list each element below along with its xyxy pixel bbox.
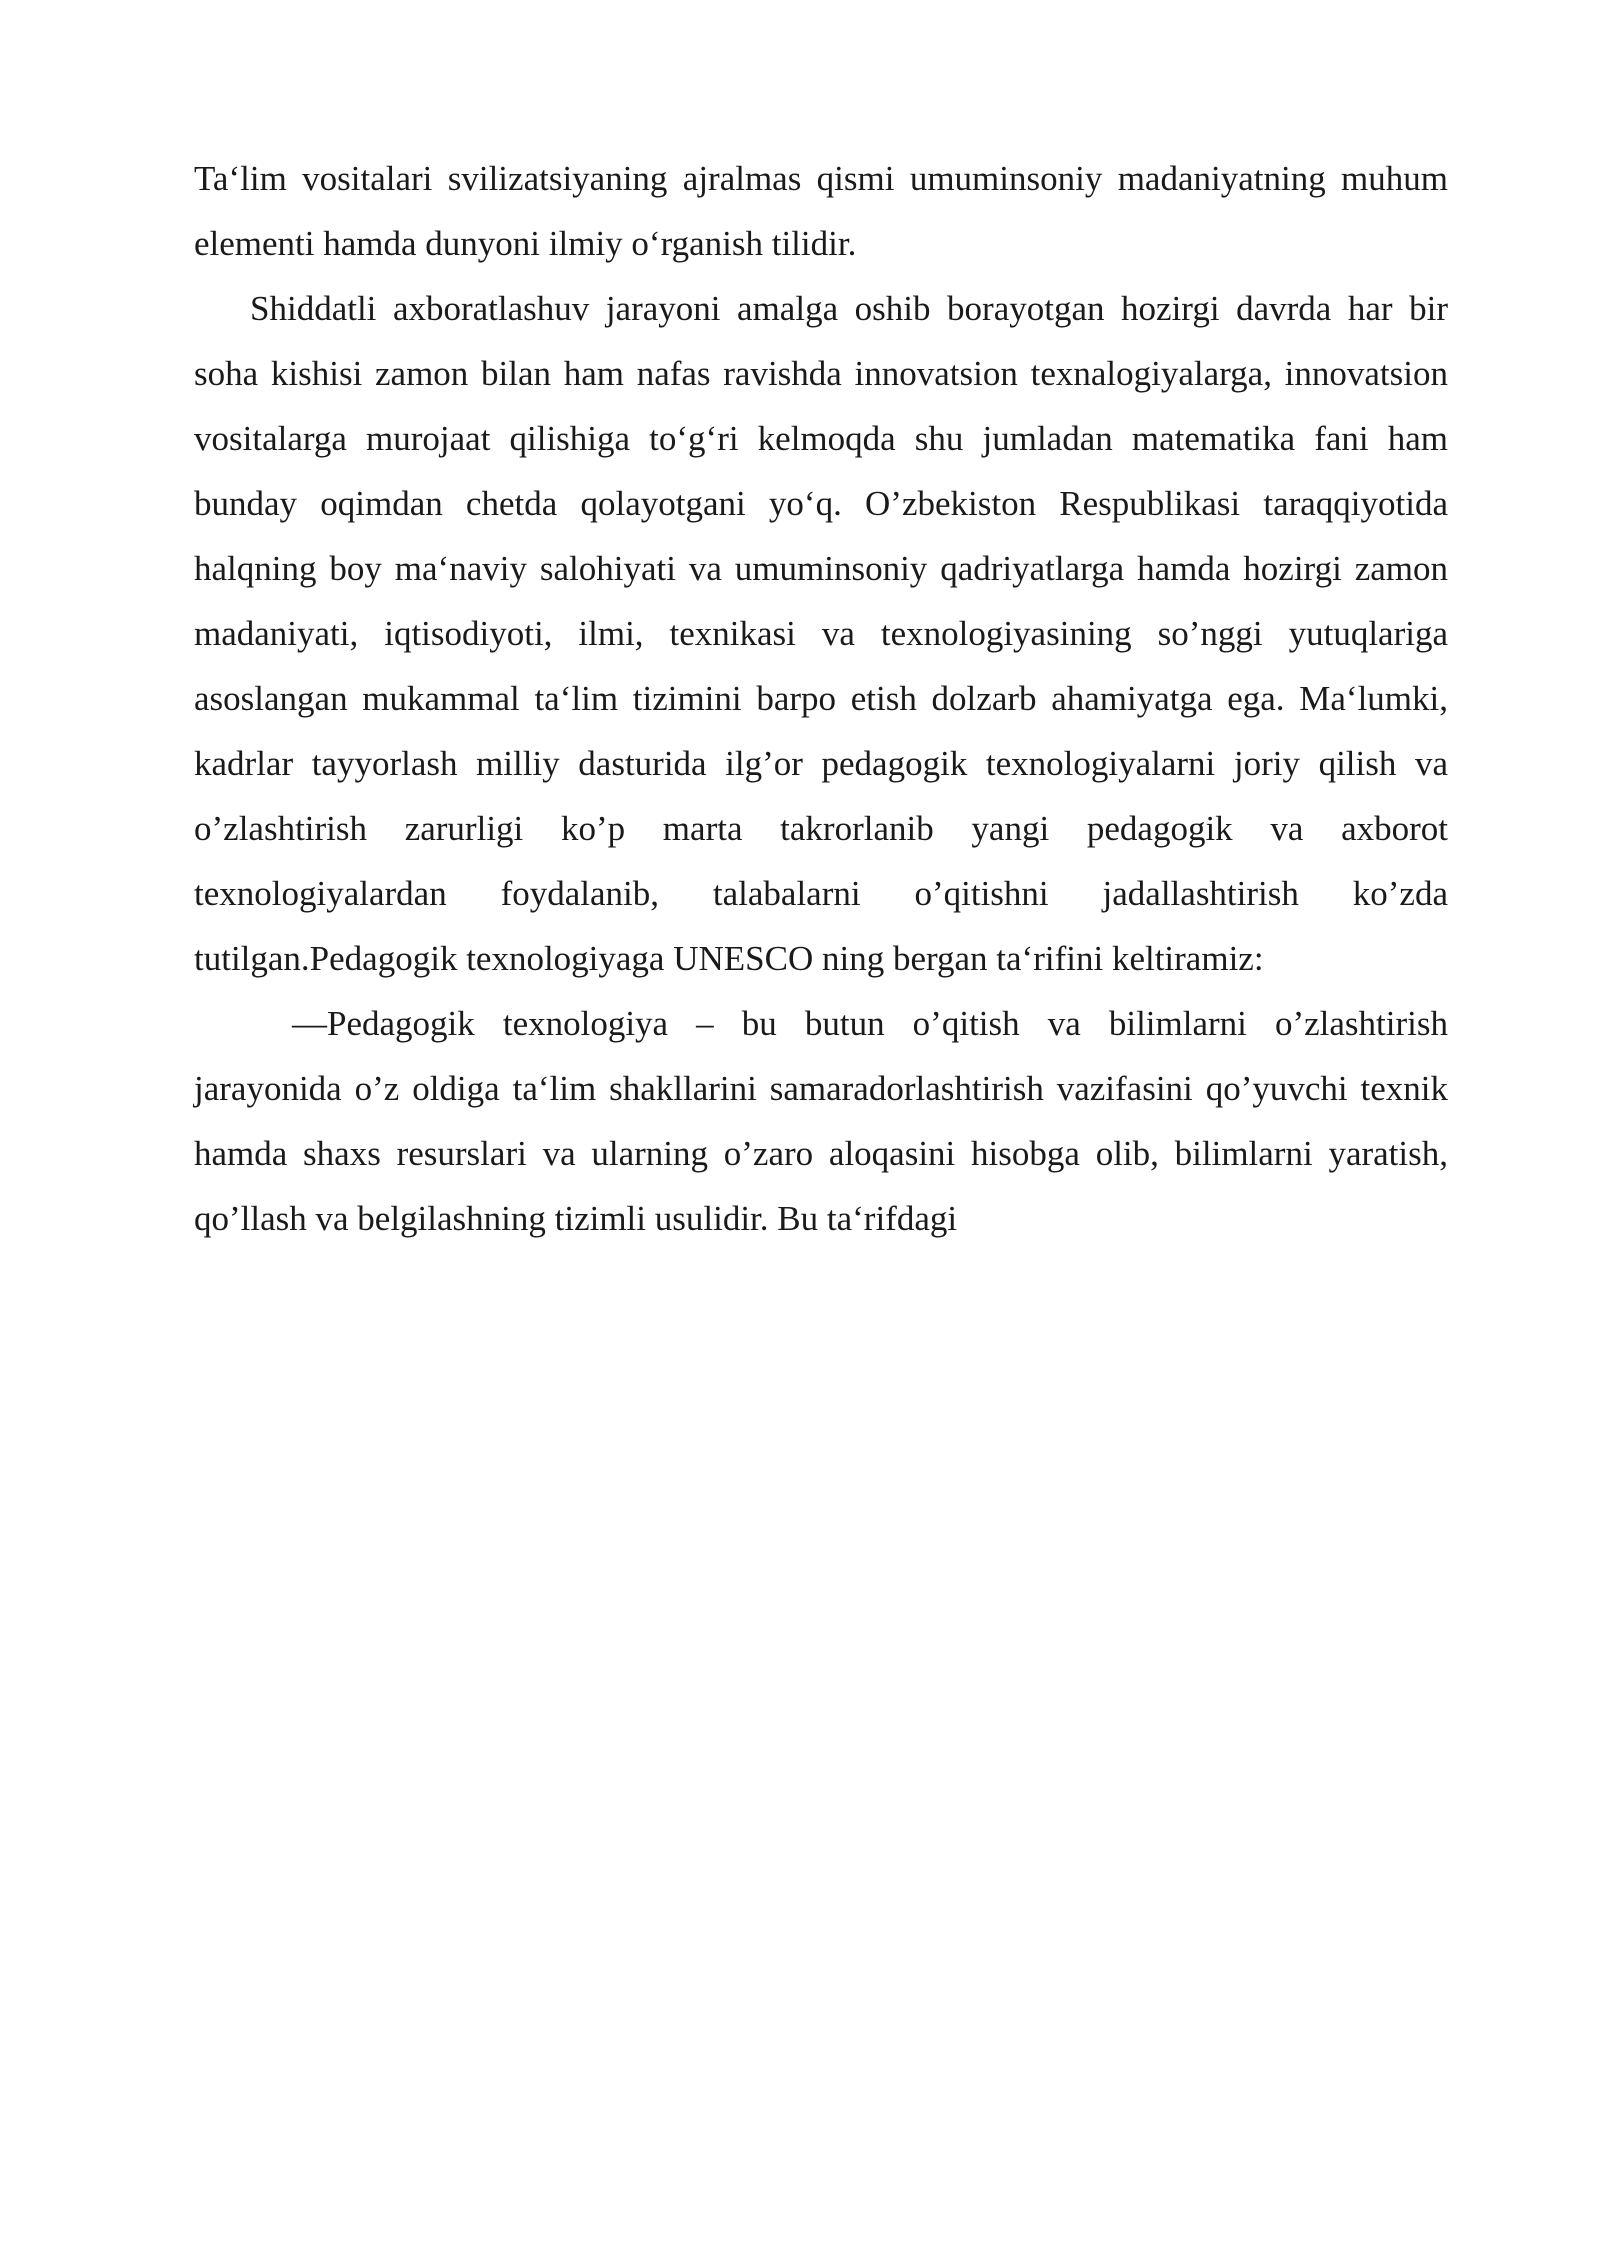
paragraph-3: —Pedagogik texnologiya – bu butun o’qitish va bilimlarni o’zlashtirish jarayonida o’z oldiga ta‘lim shakllarini samaradorlashtirish vazifasini qo’yuvchi texnik hamda shaxs resurslari va ularning o’zaro aloqasini hisobga olib, bilimlarni yaratish, qo’llash va belgilashning tizimli usulidir. Bu ta‘rifdagi: [194, 1004, 1448, 1238]
paragraph-2: Shiddatli axboratlashuv jarayoni amalga oshib borayotgan hozirgi davrda har bir soha kishisi zamon bilan ham nafas ravishda innovatsion texnalogiyalarga, innovatsion vositalarga murojaat qilishiga to‘g‘ri kelmoqda shu jumladan matematika fani ham bunday oqimdan chetda qolayotgani yo‘q. O’zbekiston Respublikasi taraqqiyotida halqning boy ma‘naviy salohiyati va umuminsoniy qadriyatlarga hamda hozirgi zamon madaniyati, iqtisodiyoti, ilmi, texnikasi va texnologiyasining so’nggi yutuqlariga asoslangan mukammal ta‘lim tizimini barpo etish dolzarb ahamiyatga ega. Ma‘lumki, kadrlar tayyorlash milliy dasturida ilg’or pedagogik texnologiyalarni joriy qilish va o’zlashtirish zarurligi ko’p marta takrorlanib yangi pedagogik va axborot texnologiyalardan foydalanib, talabalarni o’qitishni jadallashtirish ko’zda tutilgan.Pedagogik texnologiyaga UNESCO ning bergan ta‘rifini keltiramiz:: [194, 289, 1448, 978]
paragraph-1: Ta‘lim vositalari svilizatsiyaning ajralmas qismi umuminsoniy madaniyatning muhum elementi hamda dunyoni ilmiy o‘rganish tilidir.: [194, 159, 1448, 263]
document-body: [194, 146, 1448, 1251]
